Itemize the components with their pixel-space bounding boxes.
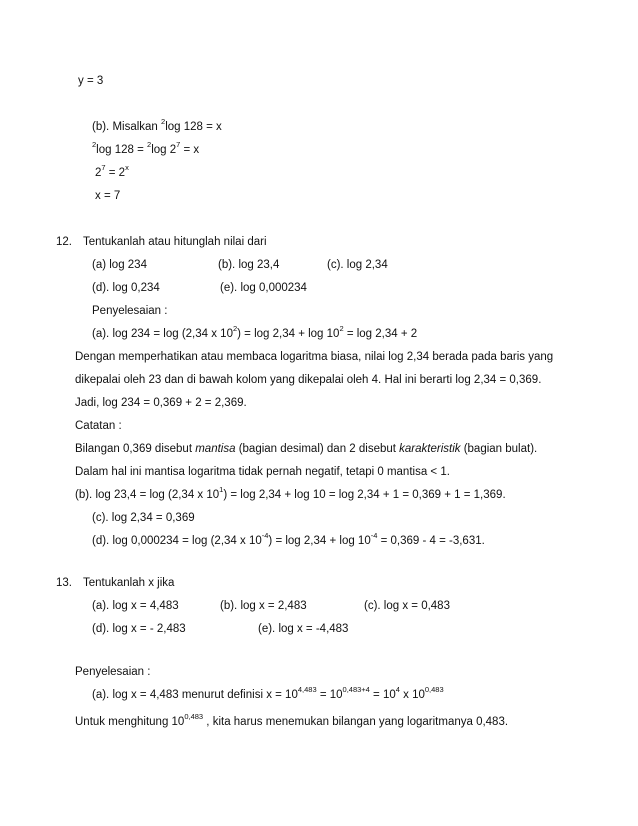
- text: = 0,369 - 4 = -3,631.: [377, 535, 485, 547]
- text: log 2: [151, 144, 177, 156]
- log-base: 2: [147, 140, 152, 150]
- exponent: 0,483: [184, 712, 204, 722]
- exponent: 7: [101, 163, 106, 173]
- q13-option-c: (c). log x = 0,483: [364, 600, 450, 612]
- q12-option-c: (c). log 2,34: [327, 259, 388, 271]
- text: (bagian bulat).: [460, 443, 538, 455]
- line-log-eq: [92, 140, 200, 157]
- text: ) = log 2,34 + log 10: [237, 328, 340, 340]
- note-mantisa-rule: Dalam hal ini mantisa logaritma tidak pernah negatif, tetapi 0 mantisa < 1.: [75, 466, 450, 478]
- paragraph-line-2: dikepalai oleh 23 dan di bawah kolom yang dikepalai oleh 4. Hal ini berarti log 2,34 = 0,369.: [75, 374, 542, 386]
- q12-option-b: (b). log 23,4: [218, 259, 280, 271]
- q13-option-e: (e). log x = -4,483: [258, 623, 349, 635]
- text: (b). log 23,4 = log (2,34 x 10: [75, 489, 220, 501]
- exponent: 0,483: [424, 685, 444, 695]
- solution-b: [75, 485, 506, 502]
- note-mantisa: [75, 442, 537, 456]
- closing-line: [75, 712, 509, 729]
- text: = log 2,34 + 2: [343, 328, 418, 340]
- text: (bagian desimal) dan 2 disebut: [235, 443, 400, 455]
- text: Bilangan 0,369 disebut: [75, 443, 196, 455]
- exponent: 2: [232, 324, 238, 334]
- solution-d: [92, 531, 485, 548]
- text: log 128 =: [96, 144, 148, 156]
- exponent: 0,483+4: [342, 685, 370, 695]
- penyelesaian-label-2: Penyelesaian :: [75, 666, 151, 678]
- solution-c: (c). log 2,34 = 0,369: [92, 512, 195, 524]
- text: = 2: [105, 167, 126, 179]
- term-karakteristik: karakteristik: [399, 443, 461, 455]
- line-misalkan: [92, 117, 222, 134]
- exponent: x: [125, 163, 129, 173]
- text: x 10: [399, 689, 425, 701]
- text: ) = log 2,34 + log 10 = log 2,34 + 1 = 0,369 + 1 = 1,369.: [223, 489, 506, 501]
- solution-a: [92, 324, 418, 341]
- q13-option-a: (a). log x = 4,483: [92, 600, 179, 612]
- log-base: 2: [161, 117, 166, 127]
- paragraph-line-3: Jadi, log 234 = 0,369 + 2 = 2,369.: [75, 397, 247, 409]
- q12-option-a: (a) log 234: [92, 259, 147, 271]
- text: log 128 = x: [165, 121, 222, 133]
- exponent: 1: [219, 485, 224, 495]
- q13-option-b: (b). log x = 2,483: [220, 600, 307, 612]
- exponent: 7: [176, 140, 181, 150]
- exponent: 2: [339, 324, 344, 334]
- text: (d). log 0,000234 = log (2,34 x 10: [92, 535, 262, 547]
- q12-option-e: (e). log 0,000234: [220, 282, 307, 294]
- line-x-equals-7: x = 7: [95, 190, 121, 202]
- text: ) = log 2,34 + log 10: [268, 535, 371, 547]
- q12-option-d: (d). log 0,234: [92, 282, 160, 294]
- log-base: 2: [92, 140, 97, 150]
- exponent: -4: [370, 531, 378, 541]
- paragraph-line-1: Dengan memperhatikan atau membaca logaritma biasa, nilai log 2,34 berada pada baris yang: [75, 351, 554, 363]
- question-13-text: Tentukanlah x jika: [83, 577, 175, 589]
- penyelesaian-label: Penyelesaian :: [92, 305, 168, 317]
- exponent: -4: [261, 531, 269, 541]
- term-mantisa: mantisa: [195, 443, 236, 455]
- text: 2: [95, 167, 102, 179]
- line-power-eq: [95, 163, 129, 180]
- text: (b). Misalkan: [92, 121, 162, 133]
- question-13-number: 13.: [56, 577, 72, 589]
- line-y-equals-3: y = 3: [78, 75, 104, 87]
- catatan-label: Catatan :: [75, 420, 122, 432]
- text: = 10: [316, 689, 343, 701]
- text: , kita harus menemukan bilangan yang logaritmanya 0,483.: [203, 716, 509, 728]
- question-12-number: 12.: [56, 236, 72, 248]
- text: Untuk menghitung 10: [75, 716, 185, 728]
- text: = 10: [369, 689, 396, 701]
- text: = x: [180, 144, 200, 156]
- question-12-text: Tentukanlah atau hitunglah nilai dari: [83, 236, 267, 248]
- exponent: 4,483: [297, 685, 317, 695]
- q13-option-d: (d). log x = - 2,483: [92, 623, 186, 635]
- solution-13a: [92, 685, 444, 702]
- text: (a). log 234 = log (2,34 x 10: [92, 328, 233, 340]
- text: (a). log x = 4,483 menurut definisi x = 10: [92, 689, 298, 701]
- exponent: 4: [395, 685, 400, 695]
